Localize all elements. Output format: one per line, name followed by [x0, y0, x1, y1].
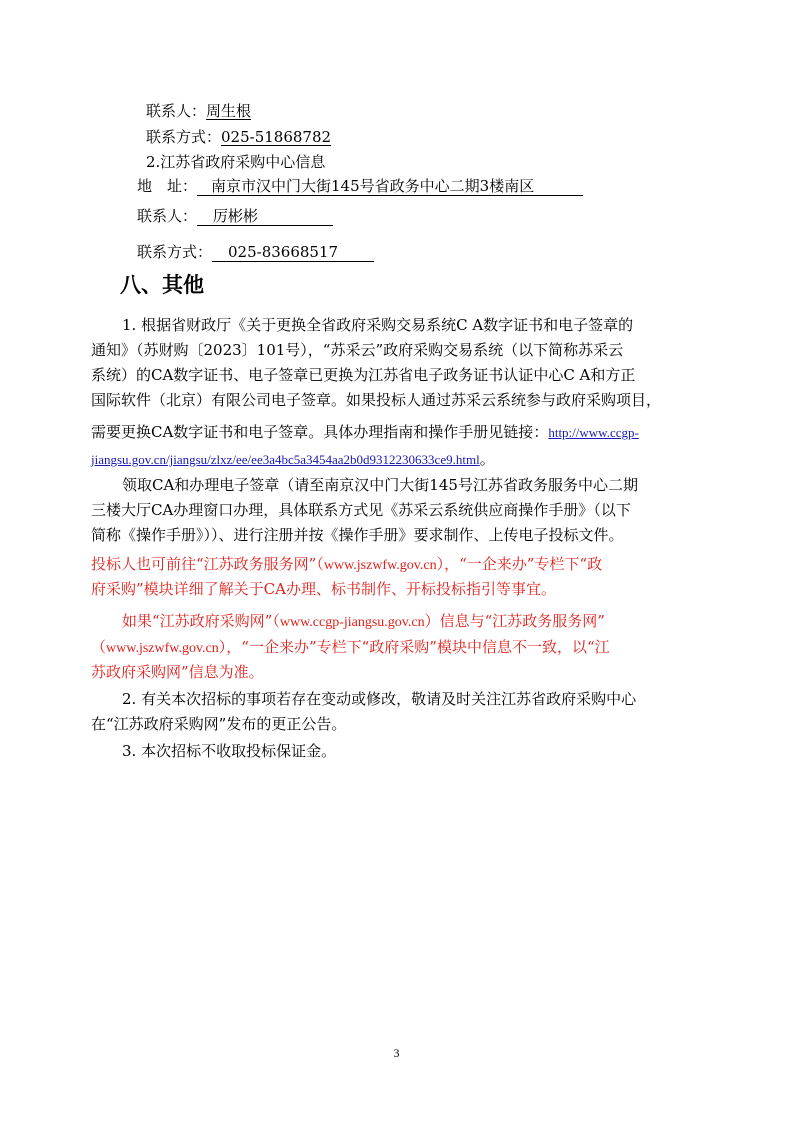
center-person-field	[197, 205, 333, 226]
contact-phone-line	[146, 126, 331, 148]
page-number: 3	[393, 1046, 400, 1060]
p4-line-2	[91, 636, 610, 660]
center-phone-label: 联系方式：	[137, 243, 213, 261]
p4-line-1	[122, 610, 605, 634]
contact-phone-value: 025-51868782	[221, 128, 332, 146]
p6-line-1: 3. 本次招标不收取投标保证金。	[122, 742, 337, 760]
center-address-value: 南京市汉中门大街145号省政务中心二期3楼南区	[211, 177, 535, 195]
center-phone-field	[212, 241, 374, 262]
center-address-line	[137, 175, 583, 197]
p2-line-1: 领取CA和办理电子签章（请至南京汉中门大街145号江苏省政务服务中心二期	[122, 476, 638, 494]
guide-link-part-2[interactable]: jiangsu.gov.cn/jiangsu/zlxz/ee/ee3a4bc5a3454aa2b0d9312230633ce9.html	[91, 452, 480, 467]
contact-phone-label: 联系方式：	[146, 128, 222, 146]
section-heading: 八、其他	[120, 273, 204, 297]
p1-line-3: 系统）的CA数字证书、电子签章已更换为江苏省电子政务证书认证中心C A和方正	[91, 366, 636, 384]
center-address-label: 地 址：	[137, 177, 198, 195]
p4-line-2c: ），“一企来办”专栏下“政府采购”模块中信息不一致，以“江	[218, 638, 610, 656]
p1-line-5	[91, 421, 639, 444]
center-section-title: 2.江苏省政府采购中心信息	[146, 153, 326, 171]
center-phone-line	[137, 241, 374, 263]
p1-line-4: 国际软件（北京）有限公司电子签章。如果投标人通过苏采云系统参与政府采购项目，	[91, 391, 662, 409]
contact-person-value: 周生根	[206, 102, 252, 120]
p1-line-5-text: 需要更换CA数字证书和电子签章。具体办理指南和操作手册见链接：	[91, 423, 549, 441]
center-person-line	[137, 205, 333, 227]
p3-url-jszwfw: www.jszwfw.gov.cn	[323, 558, 437, 573]
center-person-label: 联系人：	[137, 207, 198, 225]
center-person-value: 厉彬彬	[213, 207, 259, 225]
p4-url-ccgp: www.ccgp-jiangsu.gov.cn	[279, 615, 425, 630]
p3-line-1a: 投标人也可前往“江苏政务服务网”（	[91, 555, 324, 573]
p1-end-mark: 。	[479, 450, 495, 468]
center-phone-value: 025-83668517	[228, 243, 339, 261]
contact-person-line	[146, 100, 251, 122]
p5-line-2: 在“江苏政府采购网”发布的更正公告。	[91, 715, 347, 733]
p2-line-3: 简称《操作手册》））、进行注册并按《操作手册》要求制作、上传电子投标文件。	[91, 526, 624, 544]
guide-link-part-1[interactable]: http://www.ccgp-	[548, 425, 639, 440]
p1-line-6	[91, 448, 495, 471]
center-address-field	[197, 175, 583, 196]
p2-line-2: 三楼大厅CA办理窗口办理，具体联系方式见《苏采云系统供应商操作手册》（以下	[91, 501, 631, 519]
p1-line-2: 通知》（苏财购〔2023〕101号），“苏采云”政府采购交易系统（以下简称苏采云	[91, 341, 624, 359]
p4-line-1a: 如果“江苏政府采购网”（	[122, 612, 280, 630]
p4-line-2a: （	[91, 638, 107, 656]
p3-line-1c: ），“一企来办”专栏下“政	[436, 555, 603, 573]
p4-url-jszwfw: www.jszwfw.gov.cn	[106, 641, 219, 656]
p1-line-1: 1. 根据省财政厅《关于更换全省政府采购交易系统C A数字证书和电子签章的	[122, 316, 634, 334]
p3-line-2: 府采购”模块详细了解关于CA办理、标书制作、开标投标指引等事宜。	[91, 580, 556, 598]
p4-line-3: 苏政府采购网”信息为准。	[91, 663, 264, 681]
p5-line-1: 2. 有关本次招标的事项若存在变动或修改，敬请及时关注江苏省政府采购中心	[122, 690, 637, 708]
p4-line-1c: ）信息与“江苏政务服务网”	[424, 612, 605, 630]
p3-line-1	[91, 553, 602, 577]
contact-person-label: 联系人：	[146, 102, 207, 120]
